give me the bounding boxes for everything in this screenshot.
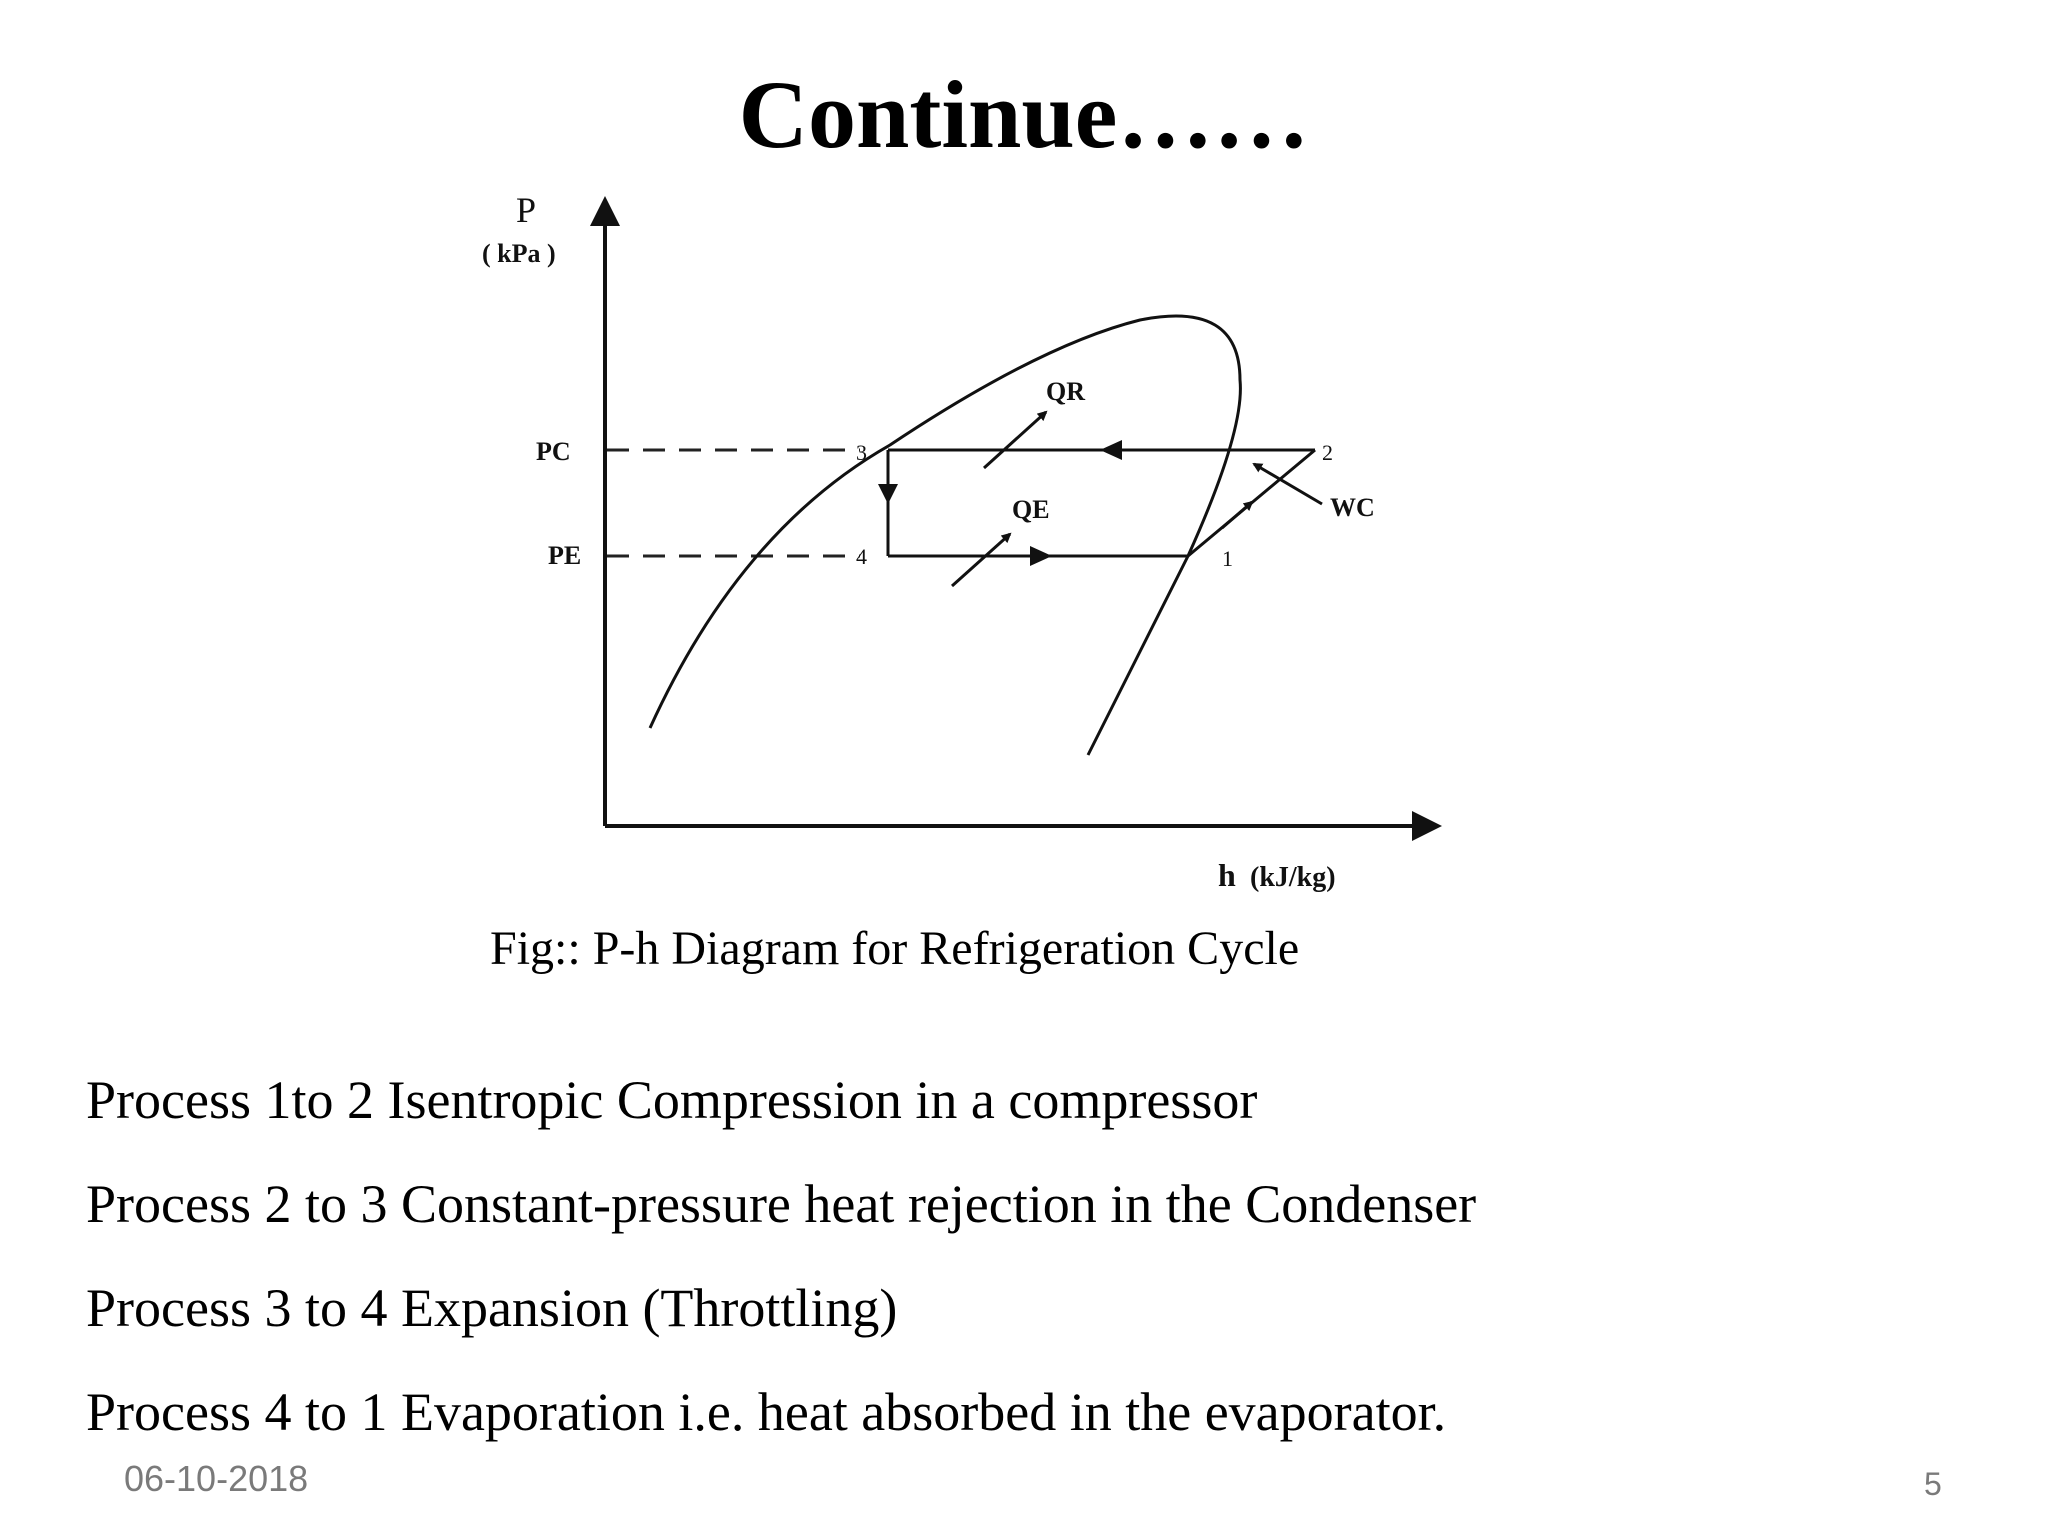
heat-absorbed-label: QE [1012, 495, 1050, 524]
page-number: 5 [1924, 1466, 1942, 1502]
y-axis-unit: ( kPa ) [482, 239, 556, 268]
y-axis-arrowhead [590, 196, 620, 226]
saturation-dome [650, 316, 1240, 755]
heat-rejected-label: QR [1046, 377, 1085, 406]
direction-arrow-1-to-2 [1222, 502, 1252, 528]
footer-date: 06-10-2018 [124, 1458, 309, 1499]
state-point-3-label: 3 [856, 440, 867, 465]
heat-rejected-arrow [984, 412, 1046, 468]
x-axis-unit: (kJ/kg) [1250, 862, 1336, 893]
direction-arrow-4-to-1 [1030, 546, 1052, 566]
state-point-2-label: 2 [1322, 440, 1333, 465]
state-point-1-label: 1 [1222, 546, 1233, 571]
process-1-to-2-text: Process 1to 2 Isentropic Compression in a compressor [86, 1070, 1258, 1130]
compressor-work-label: WC [1330, 493, 1375, 522]
slide-title: Continue…… [738, 61, 1310, 168]
figure-caption: Fig:: P-h Diagram for Refrigeration Cycle [490, 922, 1300, 975]
state-point-4-label: 4 [856, 544, 867, 569]
process-4-to-1-text: Process 4 to 1 Evaporation i.e. heat absorbed in the evaporator. [86, 1382, 1447, 1442]
y-axis-label: P [516, 190, 537, 230]
process-2-to-3-text: Process 2 to 3 Constant-pressure heat rejection in the Condenser [86, 1174, 1477, 1234]
evaporator-pressure-label: PE [548, 541, 582, 570]
process-3-to-4-text: Process 3 to 4 Expansion (Throttling) [86, 1278, 898, 1338]
condenser-pressure-label: PC [536, 437, 571, 466]
heat-absorbed-arrow [952, 534, 1010, 586]
x-axis-arrowhead [1412, 811, 1442, 841]
direction-arrow-3-to-4 [878, 484, 898, 504]
compressor-work-arrow [1254, 464, 1322, 504]
direction-arrow-2-to-3 [1100, 440, 1122, 460]
x-axis-label: h [1218, 857, 1236, 893]
